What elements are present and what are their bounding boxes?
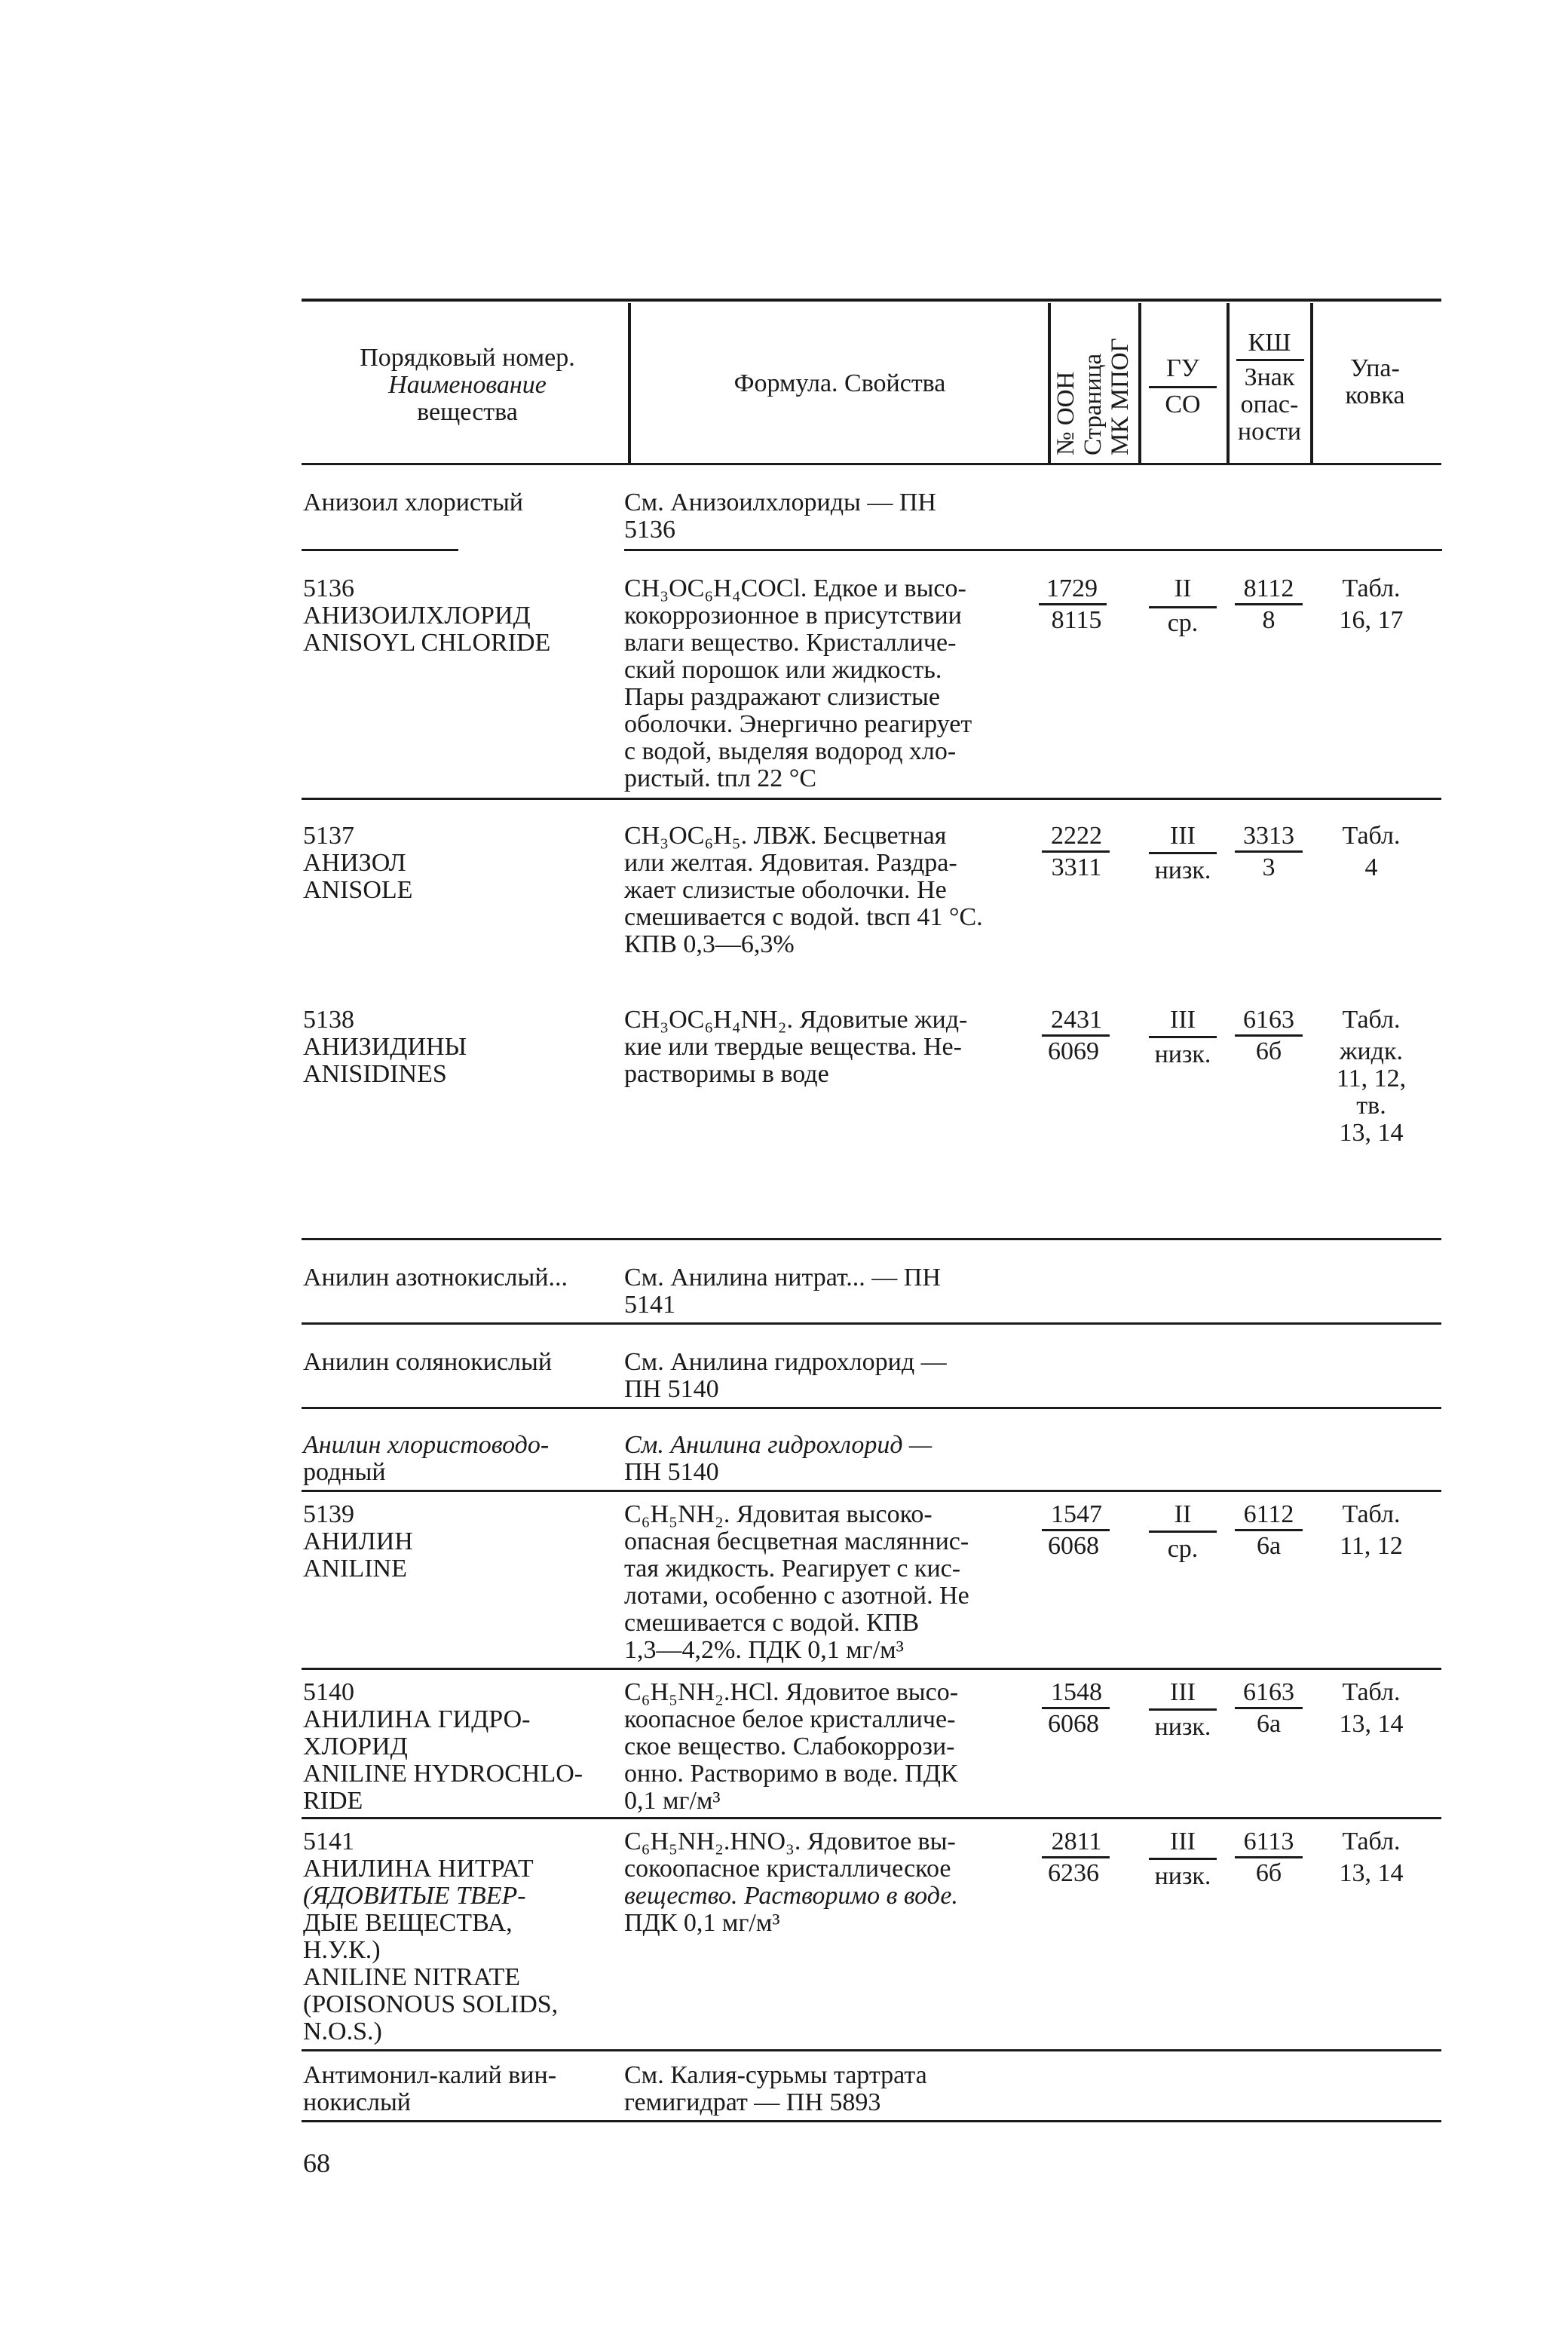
row-rule (302, 2049, 1441, 2051)
row-rule (302, 1490, 1441, 1492)
entry-text: C₆H₅NH₂. Ядовитая высоко- (624, 1500, 933, 1528)
pack-value: Табл. (1342, 1006, 1401, 1034)
header-divider (1138, 303, 1141, 463)
entry-name: ANILINE HYDROCHLO- (303, 1760, 583, 1788)
ksh-rule (1235, 603, 1303, 605)
entry-name: N.O.S.) (303, 2018, 382, 2045)
entry-text: жает слизистые оболочки. Не (624, 876, 947, 904)
entry-text: C₆H₅NH₂.HNO₃. Ядовитое вы- (624, 1828, 956, 1855)
row-rule (302, 2120, 1441, 2122)
entry-text: сокоопасное кристаллическое (624, 1855, 951, 1883)
so-value: ср. (1167, 1535, 1199, 1563)
entry-text: Пары раздражают слизистые (624, 683, 940, 711)
pack-value: Табл. (1342, 1828, 1401, 1855)
so-value: низк. (1154, 1713, 1211, 1741)
un-rule (1042, 1707, 1110, 1709)
entry-text: или желтая. Ядовитая. Раздра- (624, 849, 957, 877)
so-value: низк. (1154, 856, 1211, 884)
entry-text: кокоррозионное в присутствии (624, 602, 962, 630)
section-rule (302, 1238, 1441, 1240)
pack-value: 11, 12 (1340, 1532, 1403, 1560)
row-rule (302, 1322, 1441, 1325)
entry-name: ANISOLE (303, 876, 413, 904)
page-ref: 8115 (1051, 606, 1102, 634)
entry-text: См. Калия-сурьмы тартрата (624, 2061, 927, 2089)
so-value: низк. (1154, 1040, 1211, 1068)
entry-name: АНИЛИНА НИТРАТ (303, 1855, 534, 1883)
ksh-value: 3313 (1243, 822, 1294, 850)
entry-text: 5141 (624, 1291, 675, 1319)
header-so: СО (1165, 391, 1201, 418)
entry-text: гемигидрат — ПН 5893 (624, 2088, 881, 2116)
entry-text: ПН 5140 (624, 1458, 719, 1486)
entry-name: нокислый (303, 2088, 412, 2116)
entry-name: Н.У.К.) (303, 1936, 381, 1964)
entry-text: ПН 5140 (624, 1375, 719, 1403)
header-divider (1310, 303, 1313, 463)
entry-text: CH₃OC₆H₄NH₂. Ядовитые жид- (624, 1006, 968, 1034)
header-name-line: вещества (417, 398, 518, 426)
entry-text: 0,1 мг/м³ (624, 1787, 721, 1815)
entry-text: C₆H₅NH₂.HCl. Ядовитое высо- (624, 1678, 959, 1706)
entry-name: АНИЗОИЛХЛОРИД (303, 602, 531, 630)
gu-rule (1149, 606, 1217, 608)
entry-name: Анилин солянокислый (303, 1348, 553, 1376)
entry-text: лотами, особенно с азотной. Не (624, 1582, 969, 1610)
entry-name: АНИЛИНА ГИДРО- (303, 1705, 531, 1733)
ksh-value: 6113 (1243, 1828, 1294, 1855)
entry-text: См. Анилина гидрохлорид — (624, 1431, 933, 1459)
entry-text: вещество. Растворимо в воде. (624, 1882, 958, 1910)
page-ref: 6069 (1048, 1037, 1099, 1065)
un-number: 1548 (1051, 1678, 1102, 1706)
gu-rule (1149, 1708, 1217, 1711)
entry-text: опасная бесцветная масляннис- (624, 1527, 969, 1555)
header-gu: ГУ (1166, 354, 1199, 382)
entry-text: CH₃OC₆H₅. ЛВЖ. Бесцветная (624, 822, 947, 850)
entry-name: 5140 (303, 1678, 354, 1706)
ksh-value: 6112 (1243, 1500, 1294, 1528)
pack-value: Табл. (1342, 1500, 1401, 1528)
gu-value: III (1170, 822, 1196, 850)
entry-name: ANISOYL CHLORIDE (303, 629, 551, 657)
header-formula: Формула. Свойства (733, 369, 946, 397)
header-ksh-rule (1236, 359, 1304, 361)
gu-rule (1149, 852, 1217, 854)
gu-rule (1149, 1036, 1217, 1038)
header-name-line: Наименование (388, 371, 547, 399)
entry-text: с водой, выделяя водород хло- (624, 737, 957, 765)
entry-text: См. Анизоилхлориды — ПН (624, 489, 936, 516)
entry-text: оболочки. Энергично реагирует (624, 710, 972, 738)
un-number: 1729 (1046, 575, 1098, 602)
entry-text: КПВ 0,3—6,3% (624, 930, 795, 958)
pack-value: 4 (1364, 853, 1378, 881)
entry-text: См. Анилина гидрохлорид — (624, 1348, 947, 1376)
row-rule (302, 549, 458, 551)
ksh-rule (1235, 1034, 1303, 1037)
sign-value: 3 (1262, 853, 1276, 881)
entry-name: ANILINE (303, 1555, 407, 1583)
entry-name: родный (303, 1458, 386, 1486)
un-rule (1042, 850, 1110, 853)
row-rule (302, 1817, 1441, 1819)
pack-value: жидк. (1339, 1037, 1403, 1065)
header-bottom-rule (302, 463, 1441, 465)
un-rule (1039, 603, 1107, 605)
page-ref: 6236 (1048, 1859, 1099, 1887)
entry-text: кие или твердые вещества. Не- (624, 1033, 962, 1061)
entry-text: ское вещество. Слабокоррози- (624, 1733, 955, 1760)
entry-name: 5136 (303, 575, 354, 602)
pack-value: 16, 17 (1339, 606, 1404, 634)
gu-value: II (1174, 575, 1192, 602)
ksh-value: 6163 (1243, 1006, 1294, 1034)
header-sign: ности (1237, 418, 1302, 446)
sign-value: 6а (1256, 1710, 1282, 1738)
entry-name: Анизоил хлористый (303, 489, 523, 516)
entry-name: (ЯДОВИТЫЕ ТВЕР- (303, 1882, 526, 1910)
page-ref: 3311 (1051, 853, 1102, 881)
row-rule (302, 798, 1441, 800)
pack-value: Табл. (1342, 575, 1401, 602)
entry-text: ский порошок или жидкость. (624, 656, 942, 684)
un-rule (1042, 1034, 1110, 1037)
header-pack: ковка (1345, 381, 1405, 409)
pack-value: 13, 14 (1339, 1859, 1404, 1887)
un-rule (1042, 1529, 1110, 1531)
entry-name: 5141 (303, 1828, 354, 1855)
header-sign: опас- (1240, 391, 1299, 418)
header-sign: Знак (1244, 363, 1295, 391)
pack-value: Табл. (1342, 1678, 1401, 1706)
entry-text: 5136 (624, 516, 675, 544)
entry-name: АНИЗОЛ (303, 849, 406, 877)
entry-text: онно. Растворимо в воде. ПДК (624, 1760, 958, 1788)
row-rule (302, 1668, 1441, 1670)
entry-text: тая жидкость. Реагирует с кис- (624, 1555, 961, 1583)
gu-value: II (1174, 1500, 1192, 1528)
entry-name: АНИЗИДИНЫ (303, 1033, 467, 1061)
entry-name: 5137 (303, 822, 354, 850)
header-oon: № ООН (1052, 371, 1080, 455)
gu-value: III (1170, 1678, 1196, 1706)
entry-text: CH₃OC₆H₄COCl. Едкое и высо- (624, 575, 966, 602)
entry-name: ХЛОРИД (303, 1733, 408, 1760)
ksh-rule (1235, 1529, 1303, 1531)
entry-name: АНИЛИН (303, 1527, 413, 1555)
header-ksh: КШ (1248, 329, 1291, 357)
entry-name: ANISIDINES (303, 1060, 447, 1088)
entry-text: смешивается с водой. tвсп 41 °С. (624, 903, 983, 931)
entry-text: См. Анилина нитрат... — ПН (624, 1264, 941, 1291)
un-number: 2431 (1051, 1006, 1102, 1034)
header-name-line: Порядковый номер. (360, 344, 575, 372)
ksh-rule (1235, 850, 1303, 853)
header-divider (1048, 303, 1051, 463)
page-number: 68 (303, 2148, 330, 2178)
entry-name: 5139 (303, 1500, 354, 1528)
header-divider (628, 303, 631, 463)
entry-text: коопасное белое кристалличе- (624, 1705, 956, 1733)
pack-value: 11, 12, (1336, 1065, 1407, 1092)
un-rule (1042, 1856, 1110, 1858)
row-rule (302, 1407, 1441, 1409)
entry-name: ANILINE NITRATE (303, 1963, 520, 1991)
page-ref: 6068 (1048, 1710, 1099, 1738)
entry-text: ристый. tпл 22 °С (624, 764, 817, 792)
entry-text: ПДК 0,1 мг/м³ (624, 1909, 780, 1937)
entry-name: 5138 (303, 1006, 354, 1034)
sign-value: 8 (1262, 606, 1276, 634)
header-pack: Упа- (1350, 354, 1400, 382)
entry-name: Антимонил-калий вин- (303, 2061, 557, 2089)
gu-value: III (1170, 1006, 1196, 1034)
ksh-value: 6163 (1243, 1678, 1294, 1706)
pack-value: 13, 14 (1339, 1119, 1404, 1147)
entry-name: Анилин азотнокислый... (303, 1264, 568, 1291)
so-value: ср. (1167, 609, 1199, 637)
un-number: 2811 (1051, 1828, 1102, 1855)
entry-text: растворимы в воде (624, 1060, 829, 1088)
gu-rule (1149, 1530, 1217, 1533)
entry-text: влаги вещество. Кристалличе- (624, 629, 957, 657)
entry-name: Анилин хлористоводо- (303, 1431, 550, 1459)
header-top-rule (302, 299, 1441, 302)
ksh-rule (1235, 1707, 1303, 1709)
entry-name: RIDE (303, 1787, 363, 1815)
pack-value: Табл. (1342, 822, 1401, 850)
entry-name: ДЫЕ ВЕЩЕСТВА, (303, 1909, 513, 1937)
header-page: Страница (1080, 353, 1107, 455)
entry-text: 1,3—4,2%. ПДК 0,1 мг/м³ (624, 1636, 904, 1664)
gu-rule (1149, 1858, 1217, 1860)
row-rule (624, 549, 1442, 551)
so-value: низк. (1154, 1862, 1211, 1890)
header-gu-rule (1149, 386, 1217, 388)
header-divider (1227, 303, 1230, 463)
entry-name: (POISONOUS SOLIDS, (303, 1990, 559, 2018)
ksh-value: 8112 (1243, 575, 1294, 602)
sign-value: 6б (1255, 1859, 1282, 1887)
gu-value: III (1170, 1828, 1196, 1855)
ksh-rule (1235, 1856, 1303, 1858)
header-mk: МК МПОГ (1107, 338, 1134, 455)
un-number: 2222 (1051, 822, 1102, 850)
pack-value: 13, 14 (1339, 1710, 1404, 1738)
un-number: 1547 (1051, 1500, 1102, 1528)
sign-value: 6б (1255, 1037, 1282, 1065)
entry-text: смешивается с водой. КПВ (624, 1609, 920, 1637)
pack-value: тв. (1356, 1092, 1386, 1120)
sign-value: 6а (1256, 1532, 1282, 1560)
page-ref: 6068 (1048, 1532, 1099, 1560)
